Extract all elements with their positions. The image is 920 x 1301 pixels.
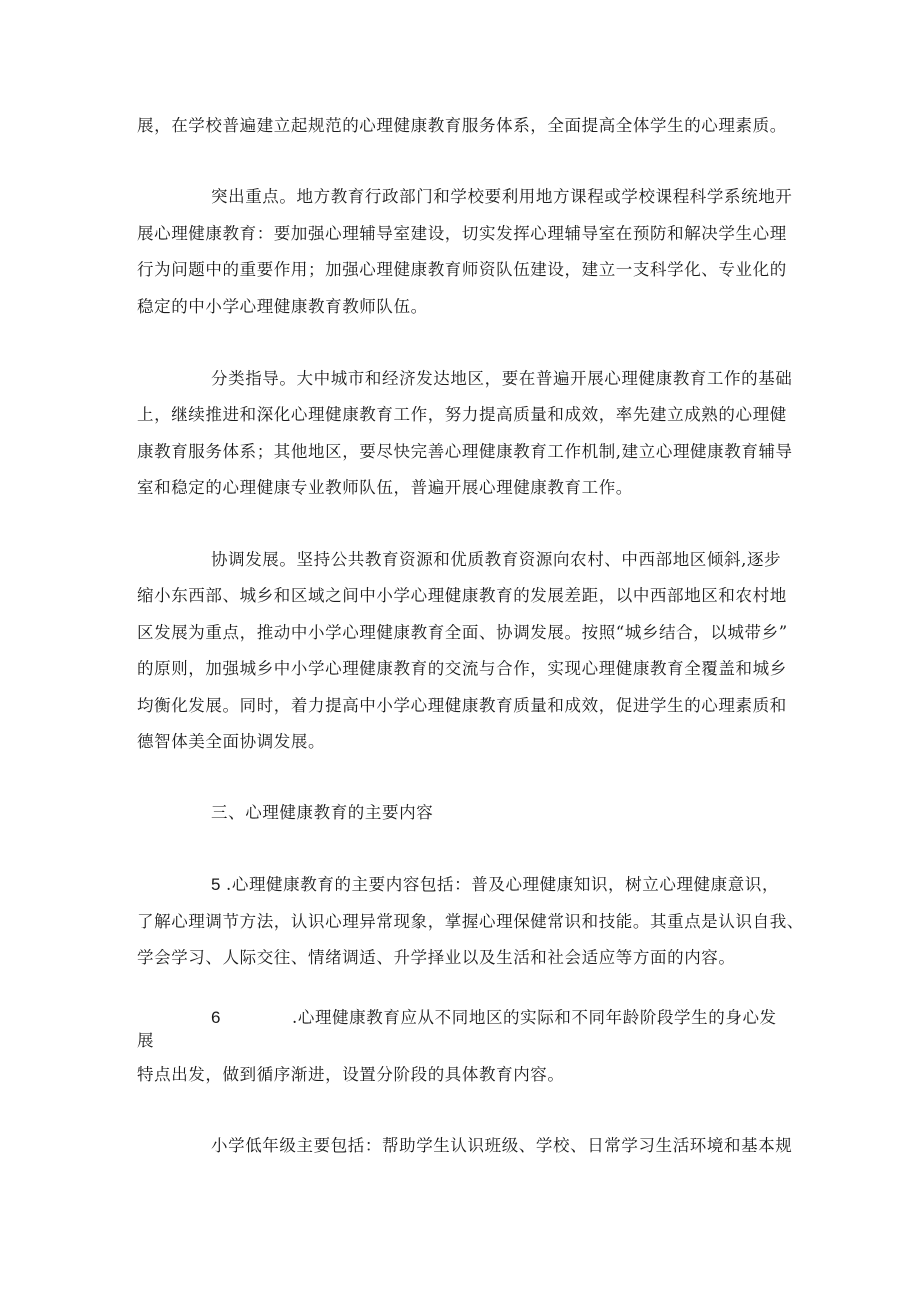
paragraph-guide-line-1: 分类指导。大中城市和经济发达地区，要在普遍开展心理健康教育工作的基础 <box>211 369 793 388</box>
item-5-line-3: 学会学习、人际交往、情绪调适、升学择业以及生活和社会适应等方面的内容。 <box>137 948 736 967</box>
paragraph-guide-line-4: 室和稳定的心理健康专业教师队伍，普遍开展心理健康教育工作。 <box>137 478 633 497</box>
paragraph-coord-line-5: 均衡化发展。同时，着力提高中小学心理健康教育质量和成效，促进学生的心理素质和 <box>137 696 787 715</box>
paragraph-primary-low-line-1: 小学低年级主要包括：帮助学生认识班级、学校、日常学习生活环境和基本规 <box>211 1136 793 1155</box>
paragraph-focus-line-1: 突出重点。地方教育行政部门和学校要利用地方课程或学校课程科学系统地开 <box>211 187 793 206</box>
paragraph-coord-line-2: 缩小东西部、城乡和区域之间中小学心理健康教育的发展差距，以中西部地区和农村地 <box>137 586 787 605</box>
item-6-line-2: 特点出发，做到循序渐进，设置分阶段的具体教育内容。 <box>137 1065 565 1084</box>
item-6-number: 6 <box>211 1008 222 1027</box>
paragraph-coord-line-6: 德智体美全面协调发展。 <box>137 732 326 751</box>
paragraph-coord-line-4: 的原则，加强城乡中小学心理健康教育的交流与合作，实现心理健康教育全覆盖和城乡 <box>137 659 787 678</box>
item-5-line-1: .心理健康教育的主要内容包括：普及心理健康知识，树立心理健康意识， <box>226 875 780 894</box>
item-5-line-2: 了解心理调节方法，认识心理异常现象，掌握心理保健常识和技能。其重点是认识自我、 <box>137 912 804 931</box>
paragraph-coord-line-3: 区发展为重点，推动中小学心理健康教育全面、协调发展。按照“城乡结合，以城带乡” <box>137 623 788 642</box>
paragraph-focus-line-2: 展心理健康教育：要加强心理辅导室建设，切实发挥心理辅导室在预防和解决学生心理 <box>137 224 787 243</box>
paragraph-focus-line-3: 行为问题中的重要作用；加强心理健康教育师资队伍建设，建立一支科学化、专业化的 <box>137 260 787 279</box>
paragraph-guide-line-2: 上，继续推进和深化心理健康教育工作，努力提高质量和成效，率先建立成熟的心理健 <box>137 405 787 424</box>
paragraph-coord-line-1: 协调发展。坚持公共教育资源和优质教育资源向农村、中西部地区倾斜,逐步 <box>211 550 782 569</box>
paragraph-focus-line-4: 稳定的中小学心理健康教育教师队伍。 <box>137 297 428 316</box>
item-5-number: 5 <box>211 875 222 894</box>
item-6-line-1-wrap: 展 <box>137 1031 155 1050</box>
item-6-line-1: .心理健康教育应从不同地区的实际和不同年龄阶段学生的身心发 <box>292 1008 777 1027</box>
paragraph-guide-line-3: 康教育服务体系；其他地区，要尽快完善心理健康教育工作机制,建立心理健康教育辅导 <box>137 442 793 461</box>
paragraph-intro-line-1: 展，在学校普遍建立起规范的心理健康教育服务体系，全面提高全体学生的心理素质。 <box>137 116 787 135</box>
section-heading-3: 三、心理健康教育的主要内容 <box>211 803 434 822</box>
